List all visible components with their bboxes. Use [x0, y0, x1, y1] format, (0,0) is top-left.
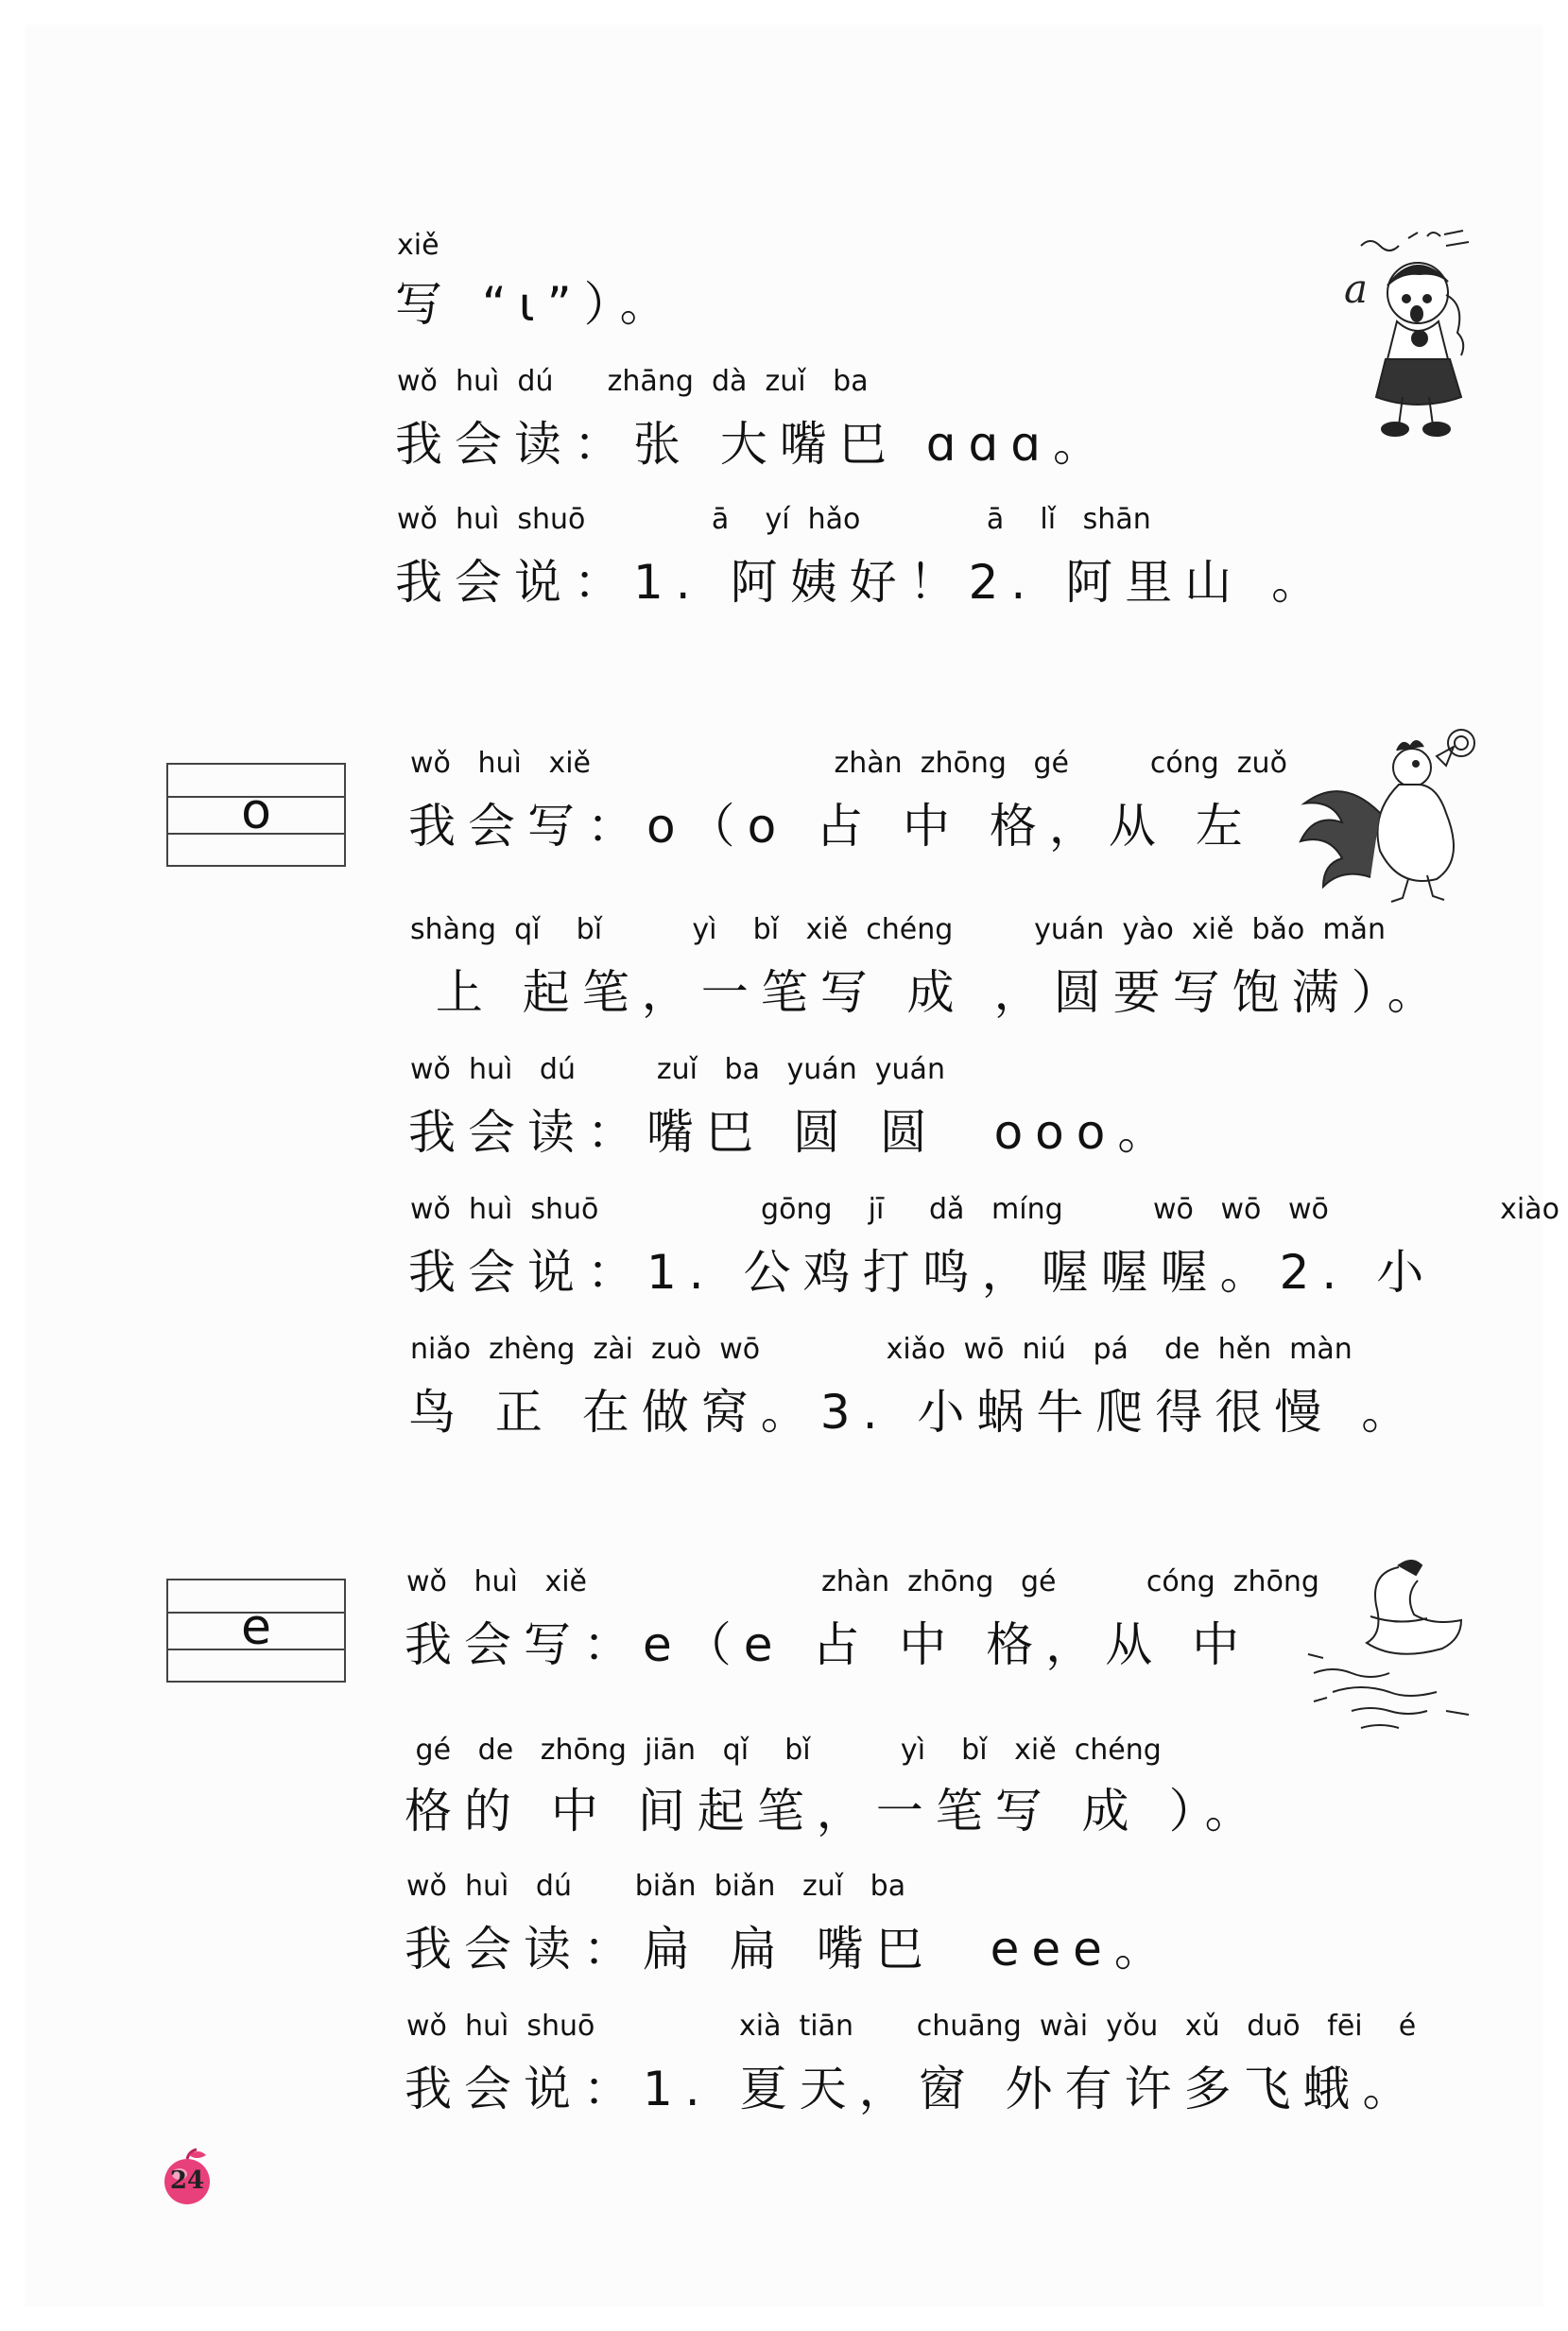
- text-line: 我会读：扁 扁 嘴巴 eee。: [405, 1922, 1174, 1977]
- pinyin-line: wǒ huì dú biǎn biǎn zuǐ ba: [406, 1870, 906, 1903]
- pinyin-line: gé de zhōng jiān qǐ bǐ yì bǐ xiě chéng: [406, 1734, 1162, 1767]
- text-line: 我会写：e（e 占 中 格，从 中: [405, 1617, 1252, 1672]
- page-number: 24: [169, 2167, 205, 2195]
- swan-illustration: [1304, 1550, 1484, 1739]
- text-line: 我会说：1. 夏天，窗 外有许多飞蛾。: [405, 2062, 1422, 2116]
- text-line: 我会说：1. 阿姨好！2. 阿里山 。: [395, 555, 1332, 610]
- pinyin-line: wǒ huì xiě zhàn zhōng gé cóng zhōng: [406, 1565, 1319, 1598]
- pinyin-line: wǒ huì shuō xià tiān chuāng wài yǒu xǔ duō fēi é: [406, 2010, 1417, 2043]
- letter-writing-grid-e: [166, 1579, 346, 1683]
- girl-singing-illustration: [1342, 227, 1484, 449]
- text-line: 我会说：1. 公鸡打鸣，喔喔喔。2. 小: [408, 1245, 1437, 1300]
- text-line: 鸟 正 在做窝。3. 小蜗牛爬得很慢 。: [408, 1385, 1422, 1440]
- pinyin-line: shàng qǐ bǐ yì bǐ xiě chéng yuán yào xiě bǎo mǎn: [410, 913, 1386, 946]
- pinyin-line: niǎo zhèng zài zuò wō xiǎo wō niú pá de hěn màn: [410, 1333, 1353, 1366]
- text-line: 上 起笔，一笔写 成 ，圆要写饱满）。: [408, 965, 1447, 1020]
- pinyin-line: wǒ huì xiě zhàn zhōng gé cóng zuǒ: [410, 747, 1287, 780]
- pinyin-line: wǒ huì shuō gōng jī dǎ míng wō wō wō xiào: [410, 1193, 1559, 1226]
- letter-o: o: [241, 784, 271, 840]
- pinyin-line: wǒ huì shuō ā yí hǎo ā lǐ shān: [397, 503, 1151, 536]
- letter-writing-grid-o: [166, 763, 346, 867]
- letter-e: e: [241, 1599, 271, 1656]
- text-line: 我会读：张 大嘴巴 ɑɑɑ。: [395, 417, 1113, 472]
- text-line: 写 “ɩ”）。: [395, 277, 680, 332]
- text-line: 我会写：o（o 占 中 格，从 左: [408, 799, 1255, 854]
- rooster-crowing-illustration: [1295, 718, 1512, 907]
- page-number-badge: [157, 2146, 217, 2206]
- pinyin-line: xiě: [397, 229, 439, 262]
- svg-text:a: a: [1344, 266, 1369, 312]
- text-line: 格的 中 间起笔，一笔写 成 ）。: [405, 1784, 1265, 1839]
- text-line: 我会读：嘴巴 圆 圆 ooo。: [408, 1105, 1178, 1160]
- pinyin-line: wǒ huì dú zuǐ ba yuán yuán: [410, 1053, 945, 1086]
- pinyin-line: wǒ huì dú zhāng dà zuǐ ba: [397, 365, 869, 398]
